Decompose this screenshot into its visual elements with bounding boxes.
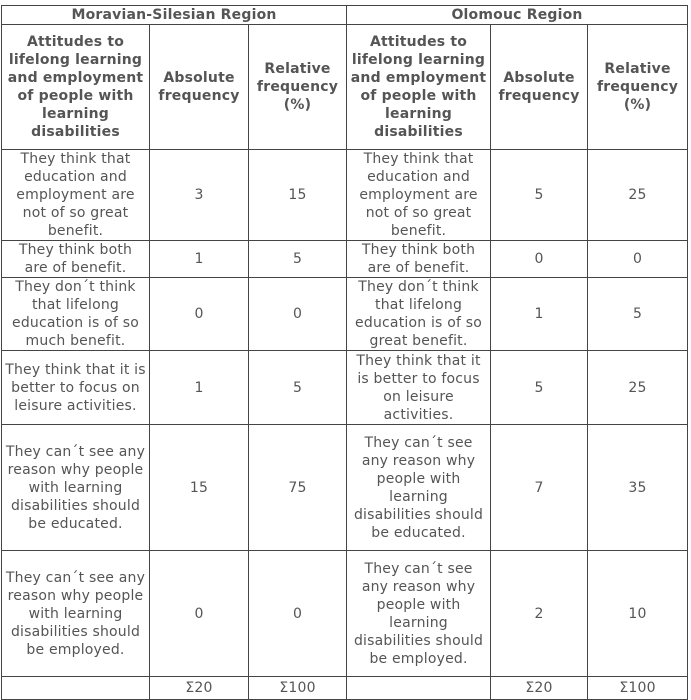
attitude-cell: They think that it is better to focus on leisure activities. — [2, 351, 150, 425]
relative-cell: 35 — [588, 425, 688, 551]
sum-row — [2, 677, 688, 700]
relative-cell: 0 — [249, 551, 347, 677]
absolute-cell: 0 — [150, 278, 249, 351]
absolute-cell: 1 — [150, 241, 249, 278]
attitude-cell: They can´t see any reason why people with learning disabilities should be educated. — [347, 425, 491, 551]
header-relative-frequency: Relative frequency (%) — [588, 25, 688, 150]
region-moravian-silesian: Moravian-Silesian Region — [2, 6, 347, 25]
relative-cell: 75 — [249, 425, 347, 551]
relative-cell: 5 — [249, 351, 347, 425]
absolute-cell: 5 — [491, 150, 588, 241]
attitude-cell: They can´t see any reason why people with learning disabilities should be employed. — [347, 551, 491, 677]
table-row — [2, 150, 688, 241]
absolute-cell: 1 — [150, 351, 249, 425]
header-attitudes: Attitudes to lifelong learning and employment of people with learning disabilities — [347, 25, 491, 150]
table-row — [2, 241, 688, 278]
sum-relative: Σ100 — [249, 677, 347, 700]
sum-relative: Σ100 — [588, 677, 688, 700]
table-row — [2, 278, 688, 351]
attitude-cell: They think that it is better to focus on leisure activities. — [347, 351, 491, 425]
sum-absolute: Σ20 — [150, 677, 249, 700]
table-row — [2, 551, 688, 677]
relative-cell: 10 — [588, 551, 688, 677]
relative-cell: 0 — [588, 241, 688, 278]
attitude-cell: They think that education and employment are not of so great benefit. — [347, 150, 491, 241]
absolute-cell: 7 — [491, 425, 588, 551]
attitude-cell: They can´t see any reason why people with learning disabilities should be employed. — [2, 551, 150, 677]
frequency-table — [1, 5, 688, 700]
region-header-row — [2, 6, 688, 25]
relative-cell: 25 — [588, 351, 688, 425]
header-absolute-frequency: Absolute frequency — [150, 25, 249, 150]
attitude-cell: They don´t think that lifelong education is of so great benefit. — [347, 278, 491, 351]
absolute-cell: 15 — [150, 425, 249, 551]
attitude-cell: They think both are of benefit. — [2, 241, 150, 278]
attitude-cell: They can´t see any reason why people with learning disabilities should be educated. — [2, 425, 150, 551]
sum-blank — [347, 677, 491, 700]
relative-cell: 25 — [588, 150, 688, 241]
absolute-cell: 5 — [491, 351, 588, 425]
relative-cell: 5 — [249, 241, 347, 278]
absolute-cell: 1 — [491, 278, 588, 351]
column-header-row — [2, 25, 688, 150]
attitude-cell: They think both are of benefit. — [347, 241, 491, 278]
relative-cell: 0 — [249, 278, 347, 351]
table-row — [2, 425, 688, 551]
absolute-cell: 0 — [491, 241, 588, 278]
relative-cell: 15 — [249, 150, 347, 241]
attitude-cell: They think that education and employment are not of so great benefit. — [2, 150, 150, 241]
absolute-cell: 0 — [150, 551, 249, 677]
sum-blank — [2, 677, 150, 700]
sum-absolute: Σ20 — [491, 677, 588, 700]
attitude-cell: They don´t think that lifelong education is of so much benefit. — [2, 278, 150, 351]
absolute-cell: 2 — [491, 551, 588, 677]
header-relative-frequency: Relative frequency (%) — [249, 25, 347, 150]
header-absolute-frequency: Absolute frequency — [491, 25, 588, 150]
table-row — [2, 351, 688, 425]
relative-cell: 5 — [588, 278, 688, 351]
header-attitudes: Attitudes to lifelong learning and employment of people with learning disabilities — [2, 25, 150, 150]
region-olomouc: Olomouc Region — [347, 6, 688, 25]
absolute-cell: 3 — [150, 150, 249, 241]
